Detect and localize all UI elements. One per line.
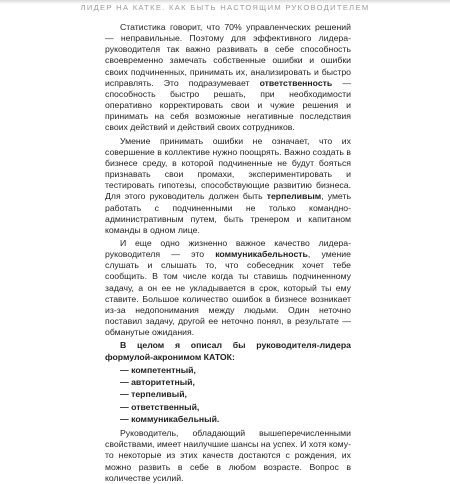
emphasis-term: коммуникабельность: [215, 249, 308, 260]
katok-formula-heading: В целом я описал бы руководителя-лидера формулой-акронимом КАТОК:: [105, 340, 351, 362]
paragraph-text: И еще одно жизненно важное качество лидера-руководителя — это: [105, 237, 351, 260]
katok-list: [120, 364, 351, 425]
list-item: — компетентный,: [120, 364, 196, 375]
paragraph-text: , уметь работать с подчиненными не только командно-административным путем, быть тренером и капитаном команды в одном лице.: [105, 191, 351, 235]
paragraph-statistics: [105, 22, 351, 134]
paragraph-communication: [105, 238, 351, 338]
list-item: — коммуникабельный.: [120, 413, 220, 424]
paragraph-mistakes: [105, 136, 351, 236]
paragraph-text: — способность быстро решать, при необходимости оперативно корректировать свои и чужие решения и принимать на себя возможные негативные последствия своих действий и действий своих сотрудников.: [105, 77, 352, 133]
list-item: — авторитетный,: [120, 376, 195, 387]
paragraph-text: , умение слушать и слышать то, что собеседник хочет тебе сообщить. В том числе когда ты ставишь подчиненному задачу, а он ее не укладывается в срок, который ты ему ставите. Большое количество ошибок в бизнесе возникает из-за недопонимания между людьми. Один неточно поставил задачу, другой ее неточно понял, в результате — обманутые ожидания.: [105, 249, 351, 338]
paragraph-text: Статистика говорит, что 70% управленческих решений — неправильные. Поэтому для эффективного лидера-руководителя так важно развивать в себе способность своевременно замечать собственные ошибки и ошибки своих подчиненных, принимать их, анализировать и быстро исправлять. Это подразумевает: [105, 22, 351, 88]
emphasis-term: ответственность: [259, 77, 333, 88]
emphasis-term: терпеливым: [266, 191, 322, 202]
page-body: [105, 22, 351, 484]
list-item: — терпеливый,: [120, 389, 187, 400]
list-item: — ответственный,: [120, 401, 200, 412]
paragraph-conclusion: Руководитель, обладающий вышеперечисленными свойствами, имеет наилучшие шансы на успех. И хотя кому-то некоторые из этих качеств достаются с рождения, их можно развить в себе в любом возрасте. Вопрос в количестве усилий.: [105, 428, 351, 483]
paragraph-text: Умение принимать ошибки не означает, что их совершение в коллективе нужно поощрять. Важно создать в бизнесе среду, в которой подчиненные не будут бояться признавать свои промахи, экспериментировать и тестировать гипотезы, способствующие развитию бизнеса. Для этого руководитель должен быть: [105, 135, 351, 202]
running-header: ЛИДЕР НА КАТКЕ. КАК БЫТЬ НАСТОЯЩИМ РУКОВОДИТЕЛЕМ: [80, 3, 370, 12]
